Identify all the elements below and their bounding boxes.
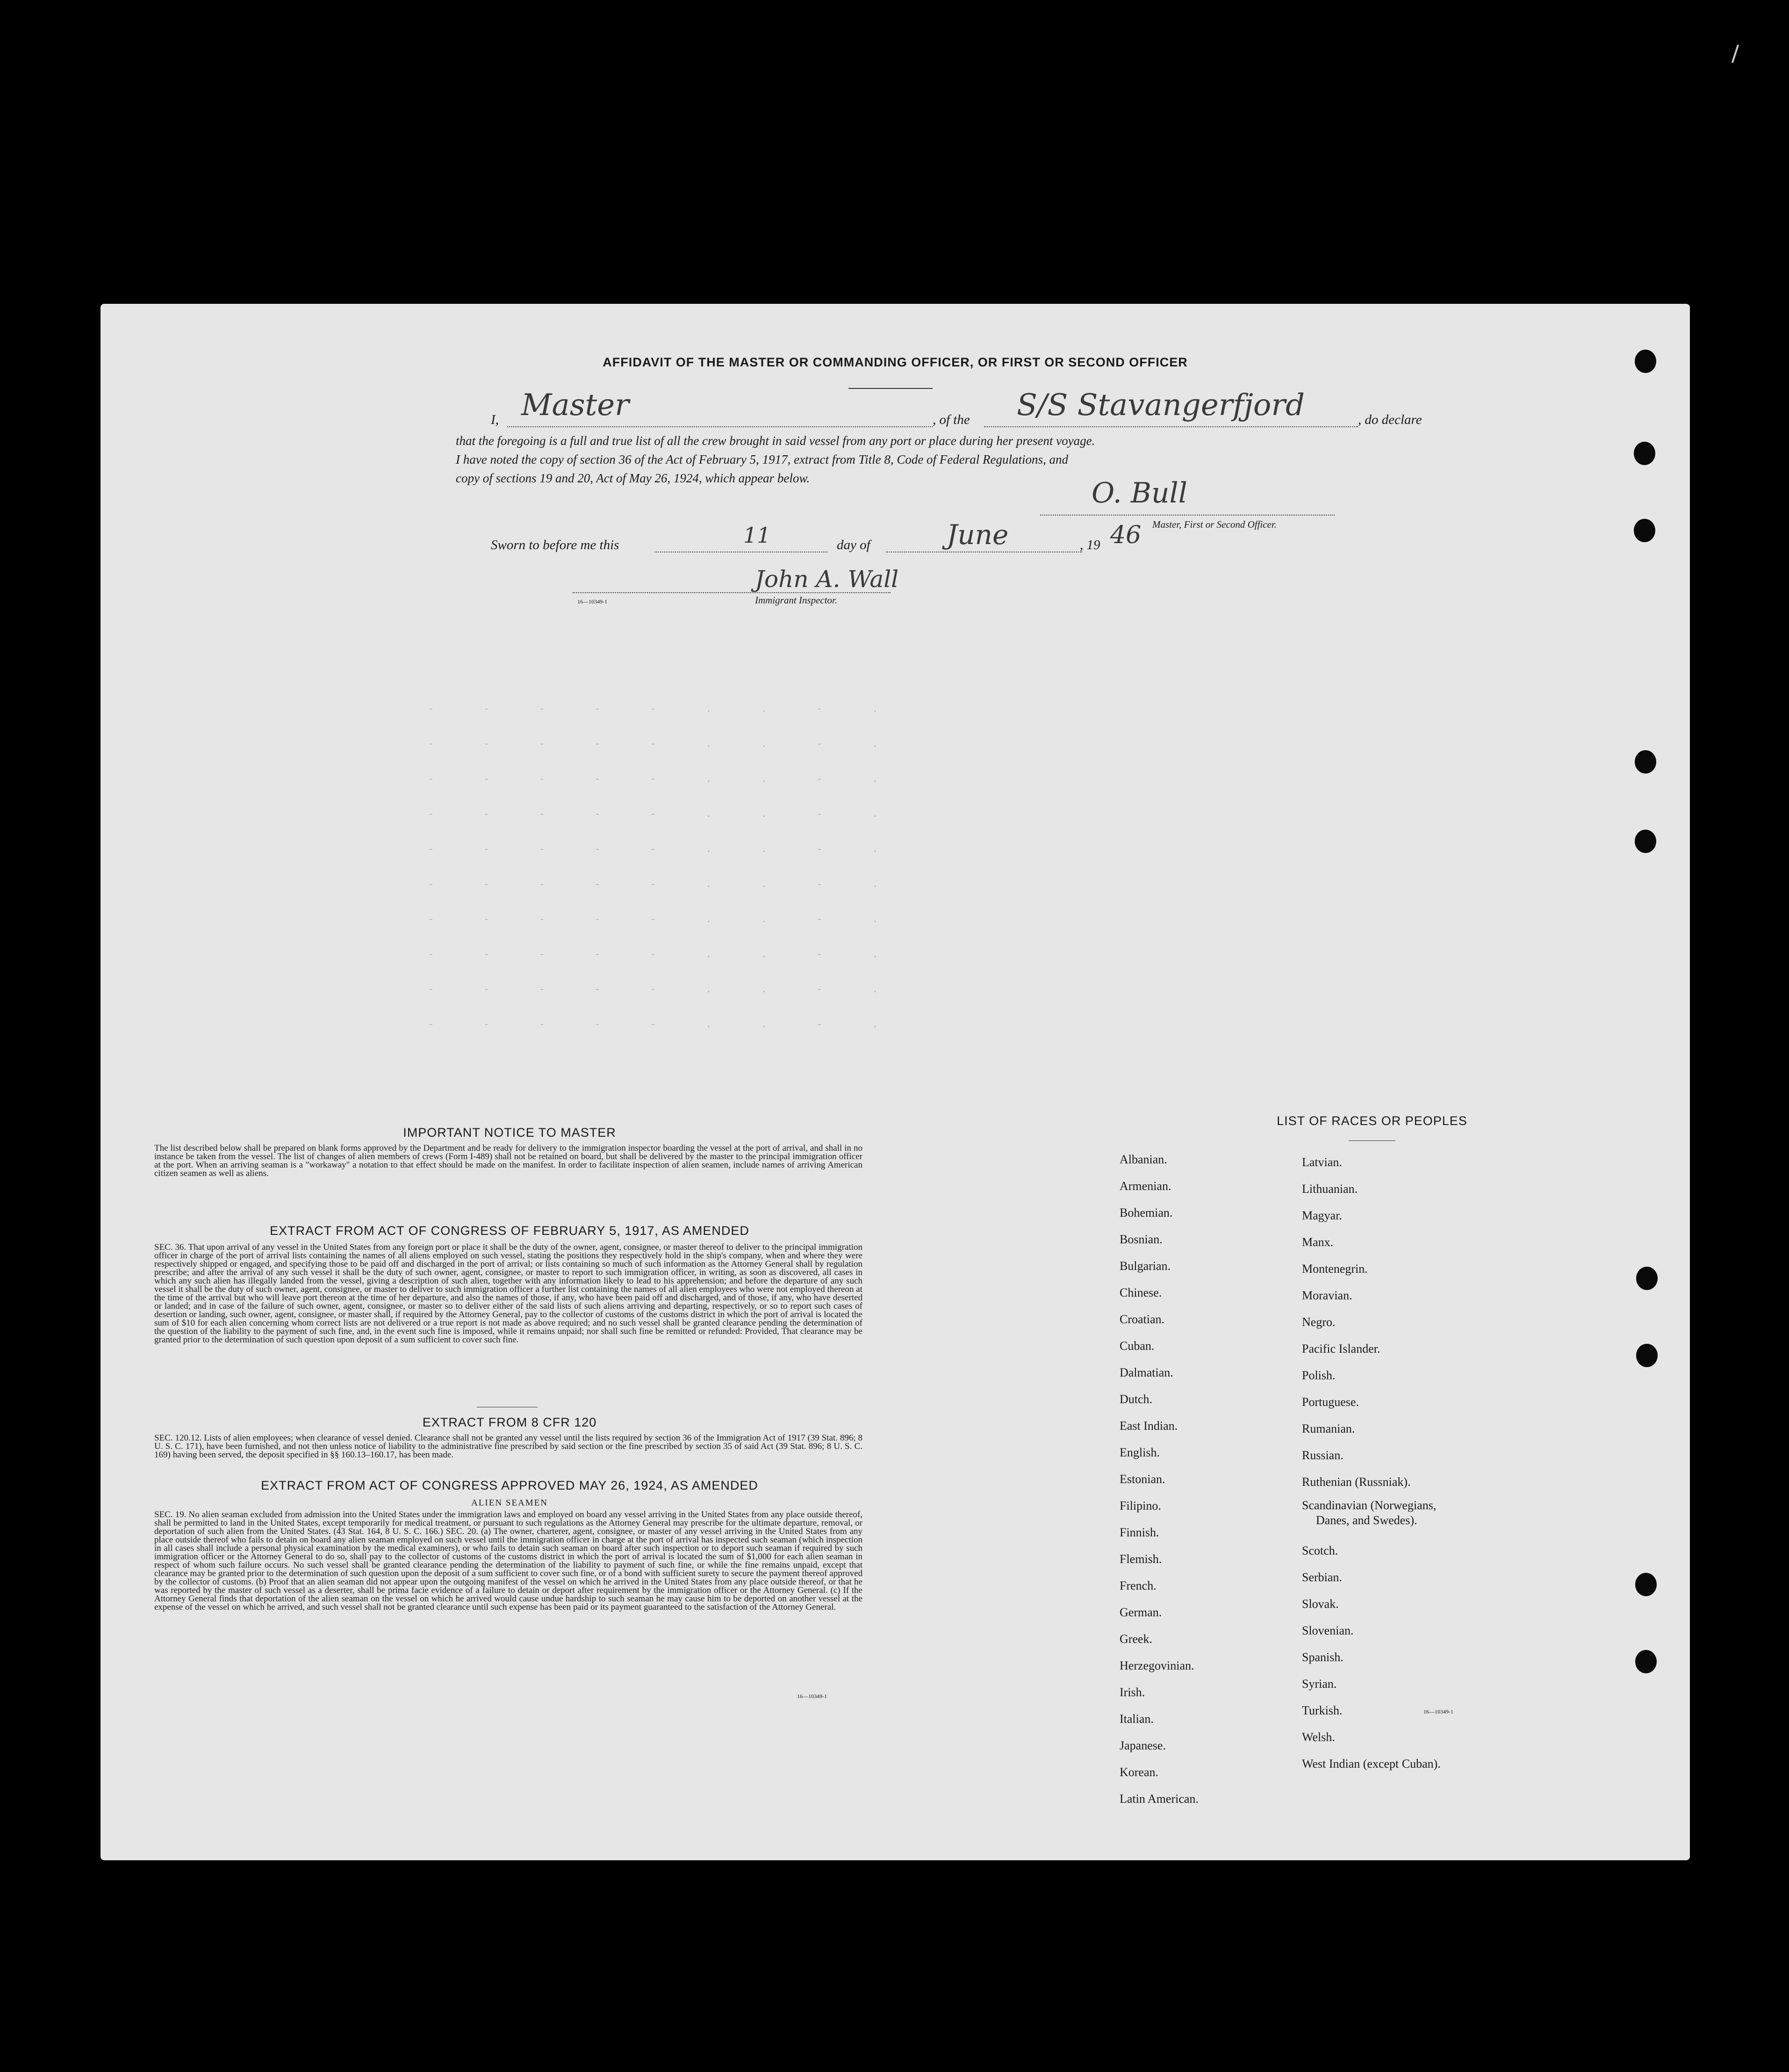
race-item: English. (1120, 1446, 1160, 1459)
form-number-right: 16—10349-1 (1423, 1708, 1453, 1715)
races-column-2 (1302, 1149, 1592, 1777)
punch-hole (1635, 1650, 1657, 1673)
sworn-day-label: day of (837, 538, 870, 552)
race-item-continuation: Danes, and Swedes). (1316, 1513, 1417, 1527)
punch-hole (1635, 1573, 1657, 1596)
sworn-prefix: Sworn to before me this (491, 538, 619, 552)
race-item: West Indian (except Cuban). (1302, 1757, 1441, 1771)
race-item: Bohemian. (1120, 1206, 1173, 1219)
affidavit-title: AFFIDAVIT OF THE MASTER OR COMMANDING OFFICER, OR FIRST OR SECOND OFFICER (603, 355, 1188, 369)
affidavit-line1-end: , do declare (1358, 412, 1422, 427)
race-item: Scandinavian (Norwegians, (1302, 1498, 1437, 1512)
affidavit-line4: copy of sections 19 and 20, Act of May 26, 1924, which appear below. (456, 471, 810, 485)
race-item: Chinese. (1120, 1286, 1162, 1299)
notice-text: The list described below shall be prepared on blank forms approved by the Department and be ready for delivery to the immigration inspector boarding the vessel at the port of arrival, and shall in no instance be taken from the vessel. The list of changes of alien members of crews (Form I-489) shall not be retained on board, but shall be delivered by the master to the principal immigration officer at the port. When an arriving seaman is a "workaway" a notation to that effect should be made on the manifest. In order to facilitate inspection of alien seamen, include names of arriving American citizen seamen as well as aliens. (154, 1143, 862, 1178)
affidavit-line2: that the foregoing is a full and true list of all the crew brought in said vessel from any port or place during her present voyage. (456, 434, 1095, 448)
race-item: Flemish. (1120, 1552, 1162, 1566)
race-item: Greek. (1120, 1632, 1153, 1646)
race-item: Scotch. (1302, 1544, 1338, 1557)
officer-title-field (507, 426, 933, 427)
race-item: Negro. (1302, 1315, 1336, 1329)
race-item: French. (1120, 1579, 1157, 1592)
race-item: Cuban. (1120, 1339, 1155, 1353)
race-item: Portuguese. (1302, 1395, 1359, 1409)
inspector-signature-line (573, 592, 891, 593)
race-item: Japanese. (1120, 1739, 1166, 1752)
extract-cfr-title: EXTRACT FROM 8 CFR 120 (422, 1415, 597, 1429)
vessel-field (984, 426, 1358, 427)
race-item: Welsh. (1302, 1730, 1335, 1744)
race-item: East Indian. (1120, 1419, 1178, 1433)
notice-title: IMPORTANT NOTICE TO MASTER (403, 1126, 616, 1140)
handwritten-month: June (947, 519, 1009, 551)
inspector-caption: Immigrant Inspector. (755, 595, 838, 606)
extract-1924-text: SEC. 19. No alien seaman excluded from admission into the United States under the immigration laws and employed on board any vessel arriving in the United States from any place outside thereof, shall be permitted to land in the United States, except temporarily for medical treatment, or pursuant to such regulations as the Attorney General may prescribe for the ultimate departure, removal, or deportation of such alien from the United States. (43 Stat. 164, 8 U. S. C. 166.) SEC. 20. (a) The owner, charterer, agent, consignee, or master of any vessel arriving in the United States from any place outside thereof who fails to detain on board any alien seaman employed on such vessel until the immigration officer in charge at the port of arrival has inspected such seaman (which inspection in all cases shall include a personal physical examination by the medical examiners), or who fails to detain such seaman on board after such inspection or to deport such seaman if required by such immigration officer or the Attorney General to do so, shall pay to the collector of customs of the customs district in which the port of arrival is located the sum of $1,000 for each alien seaman in respect of whom such failure occurs. No such vessel shall be granted clearance pending the determination of the liability to payment of such fine, or while the fine remains unpaid, except that clearance may be granted prior to the determination of such question upon the deposit of a sum sufficient to cover such fine, or of a bond with sufficient surety to secure the payment thereof approved by the collector of customs. (b) Proof that an alien seaman did not appear upon the outgoing manifest of the vessel on which he arrived in the United States from any place outside thereof, or that he was reported by the master of such vessel as a deserter, shall be prima facie evidence of a failure to detain or deport after requirement by the immigration officer or the Attorney General. (c) If the Attorney General finds that deportation of the alien seaman on the vessel on which he arrived would cause undue hardship to such seaman he may cause him to be deported on another vessel at the expense of the vessel on which he arrived, and such vessel shall not be granted clearance until such expense has been paid or its payment guaranteed to the satisfaction of the Attorney General. (154, 1510, 862, 1612)
race-item: Croatian. (1120, 1312, 1165, 1326)
handwritten-day: 11 (743, 523, 771, 548)
manifest-sheet (101, 304, 1690, 1860)
race-item: Slovenian. (1302, 1624, 1354, 1637)
race-item: Latin American. (1120, 1792, 1199, 1806)
race-item: Turkish. (1302, 1704, 1343, 1717)
affidavit-line1-mid: , of the (933, 412, 970, 427)
punch-hole (1634, 519, 1655, 542)
race-item: Ruthenian (Russniak). (1302, 1475, 1411, 1489)
handwritten-officer-title: Master (521, 388, 629, 423)
race-item: Finnish. (1120, 1526, 1159, 1539)
race-item: Korean. (1120, 1765, 1159, 1779)
race-item: Latvian. (1302, 1155, 1342, 1169)
extract-1917-text: SEC. 36. That upon arrival of any vessel in the United States from any foreign port or place it shall be the duty of the owner, agent, consignee, or master thereof to deliver to the principal immigration officer in charge of the port of arrival lists containing the names of all aliens employed on such vessel, stating the positions they respectively hold in the ship's company, when and where they were respectively shipped or engaged, and specifying those to be paid off and discharged in the port of arrival; or lists containing so much of such information as the Attorney General shall by regulation prescribe; and after the arrival of any such vessel it shall be the duty of such owner, agent, consignee, or master to report to such immigration officer, in writing, as soon as discovered, all cases in which any such alien has illegally landed from the vessel, giving a description of such alien, together with any information likely to lead to his apprehension; and before the departure of any such vessel it shall be the duty of such owner, agent, consignee, or master to deliver to such immigration officer a further list containing the names of all alien employees who were not employed thereon at the time of the arrival but who will leave port thereon at the time of her departure, and also the names of those, if any, who have been paid off and discharged, and of those, if any, who have deserted or landed; and in case of the failure of such owner, agent, consignee, or master so to deliver either of the said lists of such aliens arriving and departing, respectively, or so to report such cases of desertion or landing, such owner, agent, consignee, or master shall, if required by the Attorney General, pay to the collector of customs of the customs district in which the port of arrival is located the sum of $10 for each alien concerning whom correct lists are not delivered or a true report is not made as above required; and no such vessel shall be granted clearance pending the determination of the question of the liability to the payment of such fine, and, in the event such fine is imposed, while it remains unpaid; nor shall such fine be remitted or refunded: Provided, That clearance may be granted prior to the determination of such question upon deposit of a sum sufficient to cover such fine. (154, 1242, 862, 1345)
race-item: Filipino. (1120, 1499, 1161, 1513)
race-item: Magyar. (1302, 1209, 1342, 1222)
race-item: Albanian. (1120, 1153, 1167, 1166)
race-item: Bosnian. (1120, 1233, 1163, 1246)
race-item: Slovak. (1302, 1597, 1339, 1611)
officer-signature-caption: Master, First or Second Officer. (1152, 519, 1277, 530)
race-item: Serbian. (1302, 1570, 1342, 1584)
race-item: Rumanian. (1302, 1422, 1355, 1435)
officer-signature: O. Bull (1092, 477, 1187, 509)
extract-1924-subtitle: ALIEN SEAMEN (471, 1498, 548, 1508)
handwritten-vessel: S/S Stavangerfjord (1017, 388, 1305, 423)
race-item: Italian. (1120, 1712, 1154, 1726)
race-item: Dalmatian. (1120, 1366, 1173, 1379)
race-item: Spanish. (1302, 1650, 1344, 1664)
race-item: Estonian. (1120, 1472, 1165, 1486)
extract-cfr-text: SEC. 120.12. Lists of alien employees; when clearance of vessel denied. Clearance shall not be granted any vessel until the lists required by section 36 of the Immigration Act of 1917 (39 Stat. 896; 8 U. S. C. 171), have been furnished, and not then unless notice of liability to the administrative fine prescribed by said section or the fine prescribed by section 35 of said Act (39 Stat. 896; 8 U. S. C. 169) having been served, the deposit specified in §§ 160.13–160.17, has been made. (154, 1433, 862, 1460)
race-item: Russian. (1302, 1448, 1344, 1462)
race-item: Syrian. (1302, 1677, 1337, 1691)
bleed-through-marks: - - - - - . . - . - - - - - . . - . - - - - - . . - . - - - - - . . - . - - - - - . . - . - - - - - . . - . - - - - - . . - . - - - - - . . - . - - - - - . . - . - - - - - . . - . (428, 703, 878, 1031)
divider (1349, 1140, 1395, 1141)
race-item: Moravian. (1302, 1289, 1352, 1302)
race-item: Pacific Islander. (1302, 1342, 1380, 1355)
sworn-year-prefix: , 19 (1080, 538, 1100, 552)
race-item: Bulgarian. (1120, 1259, 1171, 1273)
race-item: Manx. (1302, 1235, 1334, 1249)
affidavit-line1-prefix: I, (491, 412, 499, 427)
affidavit-line3: I have noted the copy of section 36 of the Act of February 5, 1917, extract from Title 8, Code of Federal Regulations, and (456, 452, 1069, 466)
form-number-left: 16—10349-1 (797, 1693, 827, 1699)
punch-hole (1634, 442, 1655, 465)
race-item: Lithuanian. (1302, 1182, 1358, 1196)
races-title: LIST OF RACES OR PEOPLES (1277, 1114, 1467, 1128)
race-item: Armenian. (1120, 1179, 1171, 1193)
inspector-signature: John A. Wall (755, 566, 899, 593)
form-number-top: 16—10349-1 (577, 598, 607, 605)
race-item: Montenegrin. (1302, 1262, 1368, 1276)
handwritten-year: 46 (1110, 521, 1142, 549)
race-item: Irish. (1120, 1685, 1145, 1699)
races-column-1 (1120, 1146, 1297, 1812)
extract-1924-title: EXTRACT FROM ACT OF CONGRESS APPROVED MAY 26, 1924, AS AMENDED (261, 1478, 758, 1492)
race-item: Polish. (1302, 1369, 1336, 1382)
divider (848, 388, 933, 389)
extract-1917-title: EXTRACT FROM ACT OF CONGRESS OF FEBRUARY 5, 1917, AS AMENDED (270, 1224, 749, 1238)
race-item: Dutch. (1120, 1392, 1153, 1406)
scan-mark (1732, 44, 1739, 63)
race-item: Herzegovinian. (1120, 1659, 1194, 1672)
officer-signature-line (1040, 515, 1335, 516)
race-item: German. (1120, 1606, 1162, 1619)
